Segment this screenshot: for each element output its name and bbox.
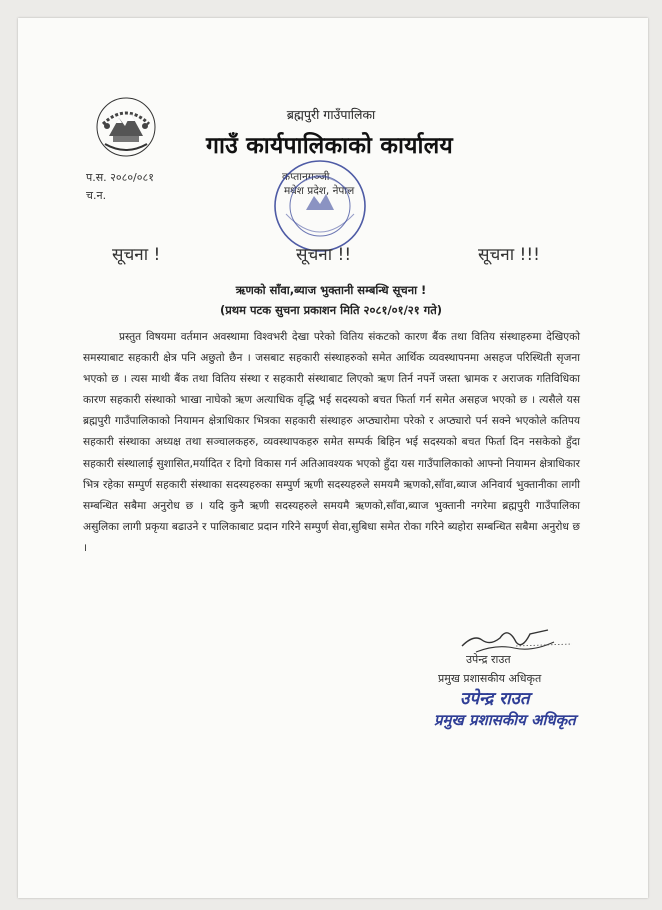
dispatch-number: च.न. xyxy=(86,189,107,202)
address-line-2: मधेश प्रदेश, नेपाल xyxy=(284,185,355,197)
notice-heading-left: सूचना ! xyxy=(112,245,161,265)
office-title: गाउँ कार्यपालिकाको कार्यालय xyxy=(206,133,453,159)
notice-heading-right: सूचना !!! xyxy=(478,245,540,265)
name-stamp: उपेन्द्र राउत xyxy=(460,689,530,709)
municipality-name: ब्रह्मपुरी गाउँपालिका xyxy=(286,107,376,122)
address-line-1: कप्तानगञ्जी xyxy=(282,171,330,183)
reference-number: प.स. २०८०/०८१ xyxy=(86,171,154,184)
notice-body xyxy=(83,327,580,559)
notice-subject: ऋणको साँवा,ब्याज भुक्तानी सम्बन्धि सूचना ! xyxy=(235,283,427,297)
notice-heading-center: सूचना !! xyxy=(296,245,352,265)
title-stamp: प्रमुख प्रशासकीय अधिकृत xyxy=(434,711,576,729)
notice-publication-date: (प्रथम पटक सुचना प्रकाशन मिति २०८१/०१/२१ गते) xyxy=(219,303,443,317)
notice-paragraph: प्रस्तुत विषयमा वर्तमान अवस्थामा विश्वभरी देखा परेको वितिय संकटको कारण बैंक तथा वितिय संस्थाहरुमा देखिएको समस्याबाट सहकारी क्षेत्र पनि अछुतो छैन । जसबाट सहकारी संस्थाहरुको समेत आर्थिक व्यवस्थापनमा असहज परिस्थिती सृजना भएको छ । त्यस माथी बैंक तथा वितिय संस्था र सहकारी संस्थाबाट लिएको ऋण तिर्न नपर्ने जस्ता भ्रामक र अराजक गतिविधिका कारण सहकारी संस्थाको भाखा नाघेको ऋण अत्याधिक वृद्धि भई सदस्यको बचत फिर्ता गर्न समेत असहज भएको छ । त्यसैले यस ब्रह्मपुरी गाउँपालिकाको नियामन क्षेत्राधिकार भित्रका सहकारी संस्थाहरु अप्ठ्यारोमा परेको र अप्ठ्यारो पर्न सक्ने भएकोले कतिपय सहकारी संस्थाका अध्यक्ष तथा सञ्चालकहरु, व्यवस्थापकहरु समेत सम्पर्क बिहिन भई सदस्यको बचत फिर्ता दिन नसकेको हुँदा सहकारी संस्थालाई सुशासित,मर्यादित र दिगो विकास गर्न अतिआवश्यक भएको हुँदा यस गाउँपालिकाको आफ्नो नियामन क्षेत्राधिकार भित्र रहेका सम्पुर्ण सहकारी संस्थाका सदस्यहरुका सम्पुर्ण ऋणी सदस्यहरुले समयमै ऋणको,साँवा,ब्याज अनिवार्य भुक्तानीका लागी सम्बन्धित सबैमा अनुरोध छ । यदि कुनै ऋणी सदस्यहरुले समयमै ऋणको,साँवा,ब्याज भुक्तानी नगरेमा ब्रह्मपुरी गाउँपालिका असुलिका लागी प्रकृया बढाउने र पालिकाबाट प्रदान गरिने सम्पुर्ण सेवा,सुबिधा समेत रोका गरिने ब्यहोरा सम्बन्धित सबैमा अनुरोध छ । xyxy=(83,331,580,554)
office-seal-stamp xyxy=(272,158,368,254)
signatory-name: उपेन्द्र राउत xyxy=(466,653,511,666)
signatory-title: प्रमुख प्रशासकीय अधिकृत xyxy=(438,672,542,685)
